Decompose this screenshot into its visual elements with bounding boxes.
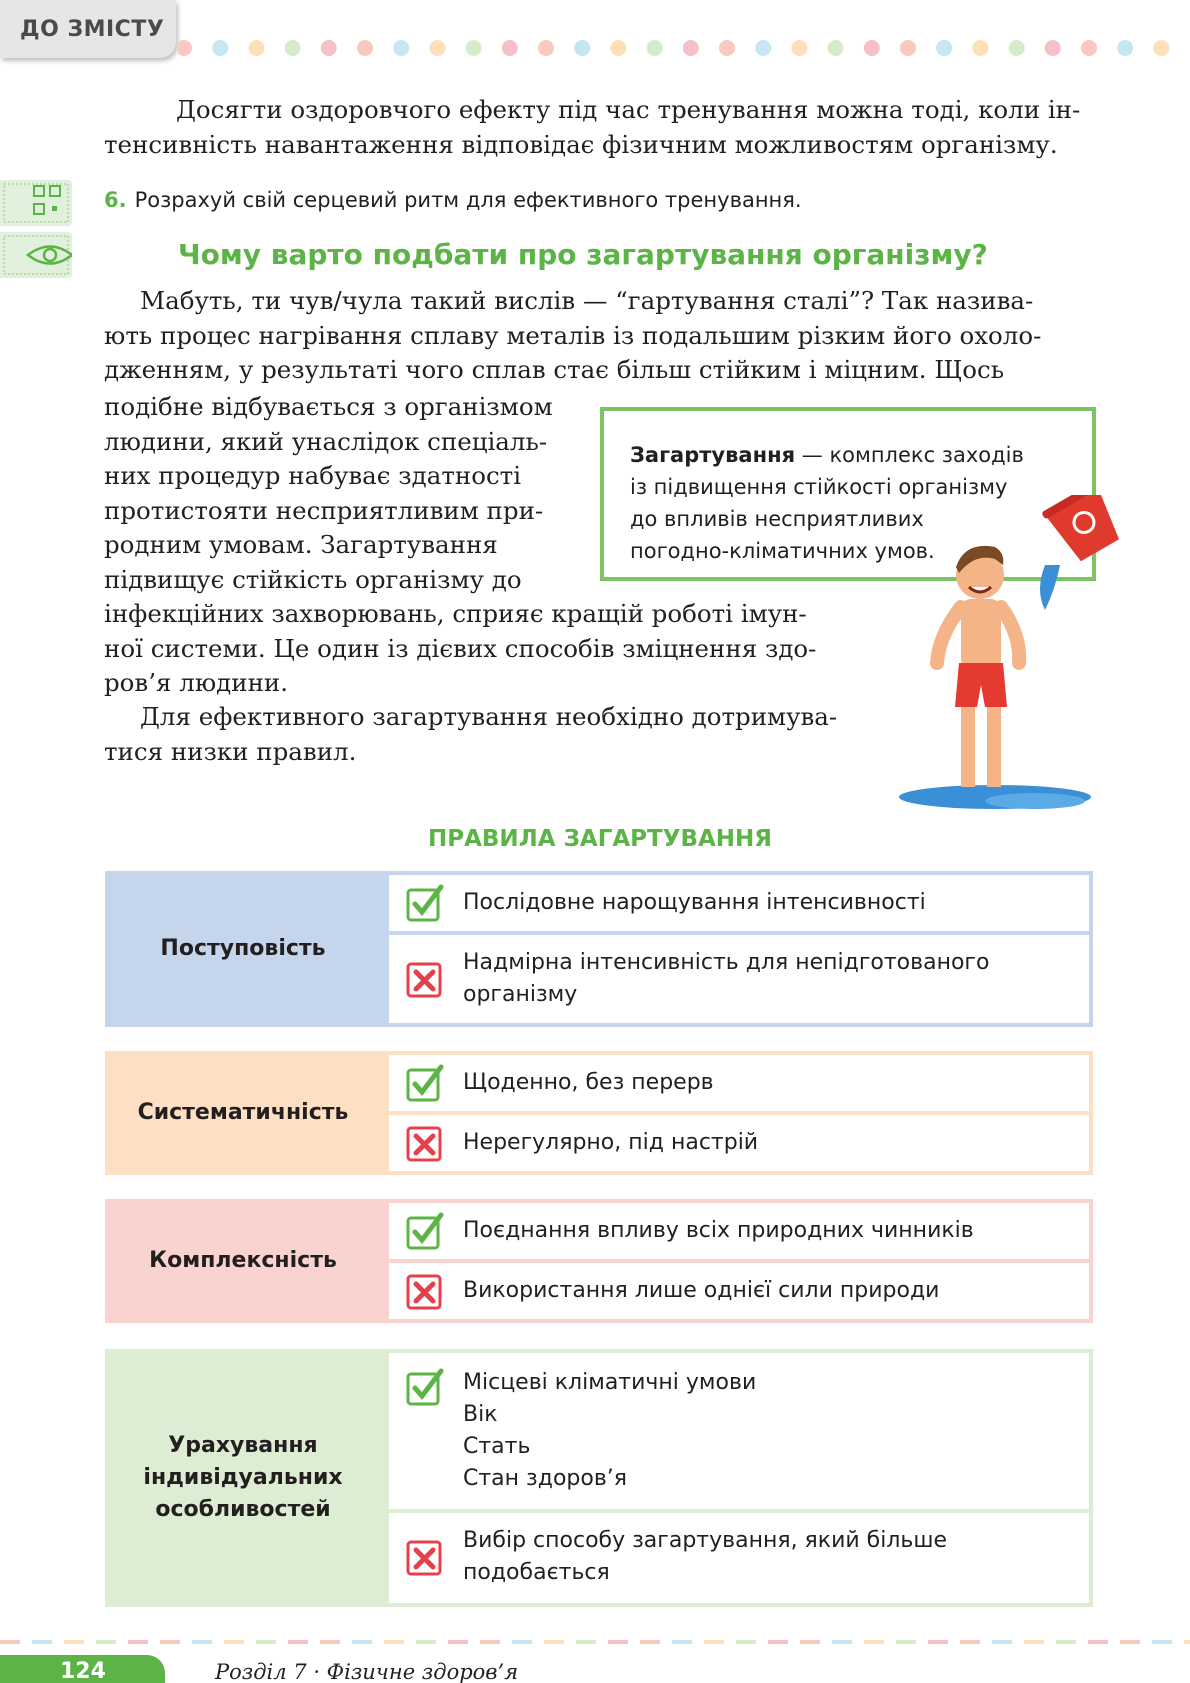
decorative-dash	[64, 1640, 84, 1644]
decorative-dash	[704, 1640, 724, 1644]
qr-code-icon[interactable]	[0, 180, 72, 226]
check-icon	[405, 1367, 445, 1407]
decorative-dot	[1153, 40, 1169, 56]
rule-dont-row	[389, 935, 1089, 1023]
rule-do-row	[389, 1203, 1089, 1259]
decorative-dash	[0, 1640, 20, 1644]
definition-line: Загартування — комплекс заходів	[630, 443, 1024, 467]
decorative-dot	[900, 40, 916, 56]
body-paragraph-mid	[104, 597, 866, 701]
decorative-dash	[640, 1640, 660, 1644]
rule-block-complexity	[105, 1199, 1093, 1323]
footer-dashes	[0, 1640, 1190, 1646]
decorative-dot	[864, 40, 880, 56]
decorative-dot	[574, 40, 590, 56]
decorative-dash	[224, 1640, 244, 1644]
decorative-dash	[160, 1640, 180, 1644]
intro-line: Досягти оздоровчого ефекту під час тренування можна тоді, коли ін-	[176, 95, 1081, 124]
decorative-dot	[285, 40, 301, 56]
body-line: протистояти несприятливим при-	[104, 495, 544, 525]
decorative-dot	[212, 40, 228, 56]
decorative-dash	[576, 1640, 596, 1644]
rule-rows	[381, 1051, 1093, 1175]
rule-do-text: Щоденно, без перерв	[463, 1070, 714, 1095]
decorative-dot	[538, 40, 554, 56]
rule-do-row	[389, 875, 1089, 931]
rule-block-systematic	[105, 1051, 1093, 1175]
chapter-label: Розділ 7 · Фізичне здоров’я	[215, 1660, 519, 1683]
decorative-dash	[928, 1640, 948, 1644]
decorative-dash	[416, 1640, 436, 1644]
decorative-dash	[448, 1640, 468, 1644]
decorative-dash	[320, 1640, 340, 1644]
rule-block-gradualness	[105, 871, 1093, 1027]
decorative-dot	[357, 40, 373, 56]
decorative-dot	[719, 40, 735, 56]
rule-rows	[381, 871, 1093, 1027]
decorative-dash	[1088, 1640, 1108, 1644]
rule-dont-row	[389, 1115, 1089, 1171]
body-paragraph-top	[104, 284, 1099, 388]
decorative-dash	[192, 1640, 212, 1644]
task-number: 6.	[104, 188, 127, 212]
rule-rows	[381, 1349, 1093, 1607]
definition-term: Загартування	[630, 443, 796, 467]
decorative-dot	[1117, 40, 1133, 56]
body-line: тися низки правил.	[104, 736, 357, 766]
page-number: 124	[0, 1655, 165, 1683]
body-line: підвищує стійкість організму до	[104, 564, 522, 594]
rule-label: Поступовість	[105, 871, 381, 1027]
rule-do-row	[389, 1055, 1089, 1111]
decorative-dash	[352, 1640, 372, 1644]
rule-dont-text: Вибір способу загартування, який більше подобається	[463, 1528, 948, 1585]
rule-dont-text: Нерегулярно, під настрій	[463, 1130, 759, 1155]
body-line: ної системи. Це один із дієвих способів зміцнення здо-	[104, 633, 817, 663]
decorative-dash	[256, 1640, 276, 1644]
definition-line: із підвищення стійкості організму	[630, 475, 1008, 499]
check-icon	[405, 1063, 445, 1103]
decorative-dash	[800, 1640, 820, 1644]
rule-do-text: Місцеві кліматичні умови Вік Стать Стан здоров’я	[463, 1370, 757, 1491]
definition-line: погодно-кліматичних умов.	[630, 539, 935, 563]
decorative-dash	[128, 1640, 148, 1644]
task-text: Розрахуй свій серцевий ритм для ефективного тренування.	[134, 188, 802, 212]
toc-link[interactable]: ДО ЗМІСТУ	[0, 0, 176, 58]
body-line: людини, який унаслідок спеціаль-	[104, 426, 548, 456]
check-icon	[405, 1211, 445, 1251]
intro-line: тенсивність навантаження відповідає фізичним можливостям організму.	[104, 129, 1058, 159]
decorative-dash	[960, 1640, 980, 1644]
decorative-dot	[1081, 40, 1097, 56]
body-paragraph-last	[104, 700, 866, 769]
decorative-dot	[755, 40, 771, 56]
body-line: подібне відбувається з організмом	[104, 392, 553, 421]
rule-dont-row	[389, 1513, 1089, 1603]
body-paragraph-narrow	[104, 390, 574, 597]
decorative-dots	[178, 40, 1190, 58]
intro-paragraph	[104, 93, 1099, 162]
body-line: них процедур набуває здатності	[104, 461, 522, 490]
rule-label: Комплексність	[105, 1199, 381, 1323]
decorative-dash	[544, 1640, 564, 1644]
section-title: Чому варто подбати про загартування організму?	[178, 238, 988, 271]
decorative-dash	[768, 1640, 788, 1644]
decorative-dash	[1184, 1640, 1190, 1644]
cross-icon	[405, 1123, 445, 1163]
decorative-dot	[647, 40, 663, 56]
decorative-dash	[864, 1640, 884, 1644]
rule-block-individual	[105, 1349, 1093, 1607]
rule-do-text: Послідовне нарощування інтенсивності	[463, 890, 926, 915]
rule-label: Систематичність	[105, 1051, 381, 1175]
body-line: інфекційних захворювань, сприяє кращій роботі імун-	[104, 599, 807, 628]
decorative-dash	[992, 1640, 1012, 1644]
decorative-dash	[288, 1640, 308, 1644]
rule-dont-text: Надмірна інтенсивність для непідготованого організму	[463, 950, 990, 1007]
body-line: ють процес нагрівання сплаву металів із подальшим різким його охоло-	[104, 320, 1042, 350]
decorative-dot	[610, 40, 626, 56]
decorative-dot	[1009, 40, 1025, 56]
decorative-dash	[1024, 1640, 1044, 1644]
rule-dont-row	[389, 1263, 1089, 1319]
decorative-dash	[384, 1640, 404, 1644]
body-line: родним умовам. Загартування	[104, 530, 498, 559]
rule-dont-text: Використання лише однієї сили природи	[463, 1278, 940, 1303]
cross-icon	[405, 1271, 445, 1311]
decorative-dash	[608, 1640, 628, 1644]
body-line: дженням, у результаті чого сплав стає більш стійким і міцним. Щось	[104, 355, 1005, 384]
decorative-dash	[1056, 1640, 1076, 1644]
decorative-dot	[178, 40, 192, 56]
definition-line: до впливів несприятливих	[630, 507, 924, 531]
decorative-dot	[502, 40, 518, 56]
decorative-dash	[480, 1640, 500, 1644]
decorative-dash	[512, 1640, 532, 1644]
decorative-dot	[429, 40, 445, 56]
decorative-dot	[1045, 40, 1061, 56]
decorative-dot	[683, 40, 699, 56]
task-item	[104, 188, 802, 212]
decorative-dot	[828, 40, 844, 56]
cross-icon	[405, 959, 445, 999]
cross-icon	[405, 1537, 445, 1577]
decorative-dot	[393, 40, 409, 56]
body-line: ров’я людини.	[104, 668, 289, 697]
decorative-dash	[896, 1640, 916, 1644]
decorative-dash	[672, 1640, 692, 1644]
boy-with-bucket-illustration	[895, 495, 1135, 825]
decorative-dash	[1152, 1640, 1172, 1644]
decorative-dot	[972, 40, 988, 56]
check-icon	[405, 883, 445, 923]
body-line: Для ефективного загартування необхідно дотримува-	[140, 702, 838, 731]
decorative-dash	[96, 1640, 116, 1644]
decorative-dot	[321, 40, 337, 56]
decorative-dot	[936, 40, 952, 56]
rule-rows	[381, 1199, 1093, 1323]
decorative-dash	[832, 1640, 852, 1644]
rule-label: Урахування індивідуальних особливостей	[105, 1349, 381, 1607]
rule-do-text: Поєднання впливу всіх природних чинників	[463, 1218, 974, 1243]
decorative-dash	[1120, 1640, 1140, 1644]
decorative-dot	[791, 40, 807, 56]
rules-title: ПРАВИЛА ЗАГАРТУВАННЯ	[427, 826, 772, 852]
decorative-dot	[466, 40, 482, 56]
decorative-dash	[32, 1640, 52, 1644]
decorative-dot	[248, 40, 264, 56]
body-line: Мабуть, ти чув/чула такий вислів — “гартування сталі”? Так назива-	[140, 286, 1034, 315]
eye-icon[interactable]	[0, 232, 72, 278]
decorative-dash	[736, 1640, 756, 1644]
rule-do-row	[389, 1353, 1089, 1509]
